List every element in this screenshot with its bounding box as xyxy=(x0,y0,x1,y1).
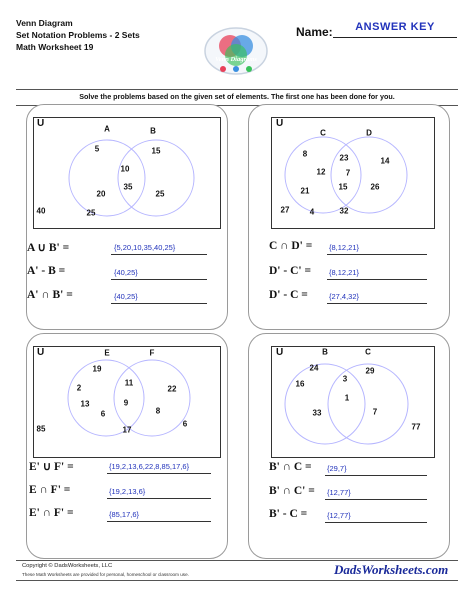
element: 27 xyxy=(280,205,290,215)
answer-line xyxy=(327,254,427,255)
usage-note: These Math Worksheets are provided for personal, homeschool or classroom use. xyxy=(22,572,189,577)
worksheet-subtitle: Set Notation Problems - 2 Sets xyxy=(16,30,140,40)
element: 23 xyxy=(339,153,349,163)
element: 14 xyxy=(380,156,390,166)
element: 6 xyxy=(100,409,106,419)
answer: {27,4,32} xyxy=(329,292,360,301)
element: 1 xyxy=(344,393,350,403)
answer: {5,20,10,35,40,25} xyxy=(114,243,176,252)
question: B' ∩ C = xyxy=(269,461,312,473)
set-label-b: B xyxy=(322,347,328,357)
element: 5 xyxy=(94,144,100,154)
answer-line xyxy=(111,254,207,255)
element: 13 xyxy=(80,399,90,409)
element: 16 xyxy=(295,379,305,389)
question: E' ∩ F' = xyxy=(29,507,74,519)
element: 8 xyxy=(155,406,161,416)
element: 12 xyxy=(316,167,326,177)
question: C ∩ D' = xyxy=(269,240,313,252)
question: A' - B = xyxy=(27,265,66,277)
answer-line xyxy=(107,521,211,522)
set-label-d: D xyxy=(366,128,372,138)
element: 40 xyxy=(36,206,46,216)
answer-line xyxy=(111,279,207,280)
problem-panel-3 xyxy=(26,333,228,559)
question: D' - C' = xyxy=(269,265,312,277)
element: 29 xyxy=(365,366,375,376)
element: 19 xyxy=(92,364,102,374)
answer: {40,25} xyxy=(114,292,138,301)
answer: {12,77} xyxy=(327,488,351,497)
element: 32 xyxy=(339,206,349,216)
name-label: Name: xyxy=(296,25,333,39)
answer: {12,77} xyxy=(327,511,351,520)
answer-key-label: ANSWER KEY xyxy=(355,21,435,33)
element: 9 xyxy=(123,398,129,408)
element: 15 xyxy=(338,182,348,192)
element: 10 xyxy=(120,164,130,174)
set-label-c: C xyxy=(365,347,371,357)
question: B' ∩ C' = xyxy=(269,485,315,497)
element: 77 xyxy=(411,422,421,432)
answer-line xyxy=(325,475,427,476)
question: A' ∩ B' = xyxy=(27,289,73,301)
answer-line xyxy=(325,499,427,500)
universal-symbol: U xyxy=(37,347,45,358)
element: 2 xyxy=(76,383,82,393)
element: 4 xyxy=(309,207,315,217)
set-label-a: A xyxy=(104,124,110,134)
venn-circles xyxy=(249,334,449,558)
problem-panel-2 xyxy=(248,104,450,330)
element: 24 xyxy=(309,363,319,373)
element: 8 xyxy=(302,149,308,159)
element: 6 xyxy=(182,419,188,429)
element: 3 xyxy=(342,374,348,384)
footer xyxy=(16,560,458,581)
element: 7 xyxy=(345,168,351,178)
element: 25 xyxy=(86,208,96,218)
instructions-text: Solve the problems based on the given set of elements. The first one has been done for you. xyxy=(79,92,395,101)
element: 21 xyxy=(300,186,310,196)
answer-line xyxy=(327,279,427,280)
worksheet-number: Math Worksheet 19 xyxy=(16,42,94,52)
worksheet-title: Venn Diagram xyxy=(16,18,73,28)
answer: {19,2,13,6} xyxy=(109,487,146,496)
answer-line xyxy=(327,303,427,304)
answer: {8,12,21} xyxy=(329,243,360,252)
answer-line xyxy=(111,303,207,304)
logo-text: Venn Diagrams xyxy=(215,56,257,63)
copyright-text: Copyright © DadsWorksheets, LLC xyxy=(22,563,113,569)
question: B' - C = xyxy=(269,508,308,520)
element: 35 xyxy=(123,182,133,192)
question: A ∪ B' = xyxy=(27,242,70,254)
logo-dots xyxy=(218,66,254,72)
element: 26 xyxy=(370,182,380,192)
universal-symbol: U xyxy=(37,118,45,129)
venn-circles xyxy=(27,334,227,558)
element: 25 xyxy=(155,189,165,199)
set-label-f: F xyxy=(149,348,155,358)
element: 15 xyxy=(151,146,161,156)
question: D' - C = xyxy=(269,289,308,301)
element: 20 xyxy=(96,189,106,199)
set-label-b: B xyxy=(150,126,156,136)
question: E' ∪ F' = xyxy=(29,461,74,473)
set-label-e: E xyxy=(104,348,110,358)
problem-panel-1 xyxy=(26,104,228,330)
answer-line xyxy=(107,473,211,474)
universal-symbol: U xyxy=(276,118,284,129)
name-line xyxy=(333,36,457,38)
element: 7 xyxy=(372,407,378,417)
answer: {40,25} xyxy=(114,268,138,277)
problem-panel-4 xyxy=(248,333,450,559)
element: 85 xyxy=(36,424,46,434)
element: 22 xyxy=(167,384,177,394)
answer-line xyxy=(325,522,427,523)
answer: {8,12,21} xyxy=(329,268,360,277)
element: 17 xyxy=(122,425,132,435)
brand-logo: DadsWorksheets.com xyxy=(334,562,449,577)
answer-line xyxy=(107,498,211,499)
set-label-c: C xyxy=(320,128,326,138)
answer: {29,7} xyxy=(327,464,347,473)
element: 33 xyxy=(312,408,322,418)
question: E ∩ F' = xyxy=(29,484,71,496)
answer: {19,2,13,6,22,8,85,17,6} xyxy=(109,462,190,471)
universal-symbol: U xyxy=(276,347,284,358)
answer: {85,17,6} xyxy=(109,510,140,519)
element: 11 xyxy=(124,378,134,388)
